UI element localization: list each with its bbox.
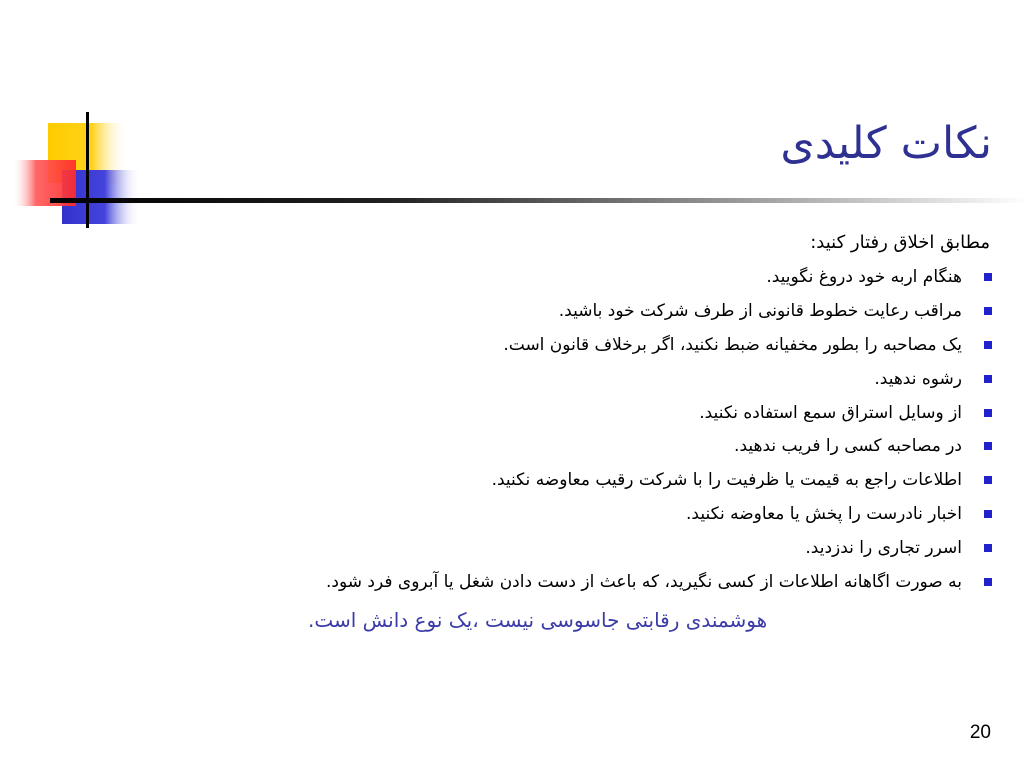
vertical-line	[86, 112, 89, 228]
square-bullet-icon	[984, 375, 992, 383]
list-item	[326, 297, 962, 331]
title-underline	[50, 198, 1024, 203]
list-item	[326, 534, 962, 568]
list-item-text: رشوه ندهید.	[874, 368, 962, 389]
list-item-text: در مصاحبه کسی را فریب ندهید.	[734, 436, 962, 457]
list-item-text: یک مصاحبه را بطور مخفیانه ضبط نکنید، اگر برخلاف قانون است.	[503, 334, 962, 355]
square-bullet-icon	[984, 273, 992, 281]
list-item	[326, 432, 962, 466]
list-item-text: از وسایل استراق سمع استفاده نکنید.	[699, 402, 962, 423]
page-number: 20	[969, 722, 991, 743]
list-item	[326, 399, 962, 433]
square-bullet-icon	[984, 510, 992, 518]
bullet-list	[326, 263, 962, 602]
list-item	[326, 466, 962, 500]
square-bullet-icon	[984, 544, 992, 552]
list-item	[326, 568, 962, 602]
square-bullet-icon	[984, 578, 992, 586]
square-bullet-icon	[984, 442, 992, 450]
intro-text: مطابق اخلاق رفتار کنید:	[810, 232, 990, 253]
list-item-text: مراقب رعایت خطوط قانونی از طرف شرکت خود باشید.	[558, 300, 962, 321]
list-item-text: هنگام اربه خود دروغ نگویید.	[766, 267, 962, 287]
list-item-text: اسرر تجاری را ندزدید.	[805, 538, 962, 559]
list-item-text: اطلاعات راجع به قیمت یا ظرفیت را با شرکت رقیب معاوضه نکنید.	[491, 470, 962, 491]
list-item	[326, 365, 962, 399]
square-bullet-icon	[984, 307, 992, 315]
slide-title: نکات کلیدی	[780, 118, 992, 169]
list-item-text: اخبار نادرست را پخش یا معاوضه نکنید.	[686, 504, 962, 525]
list-item-text: به صورت اگاهانه اطلاعات از کسی نگیرید، که باعث از دست دادن شغل یا آبروی فرد شود.	[326, 572, 962, 593]
decorative-squares-graphic	[0, 0, 160, 240]
square-bullet-icon	[984, 476, 992, 484]
square-bullet-icon	[984, 409, 992, 417]
list-item	[326, 263, 962, 297]
list-item	[326, 500, 962, 534]
list-item	[326, 331, 962, 365]
square-bullet-icon	[984, 341, 992, 349]
footer-note: هوشمندی رقابتی جاسوسی نیست ،یک نوع دانش است.	[308, 608, 768, 632]
